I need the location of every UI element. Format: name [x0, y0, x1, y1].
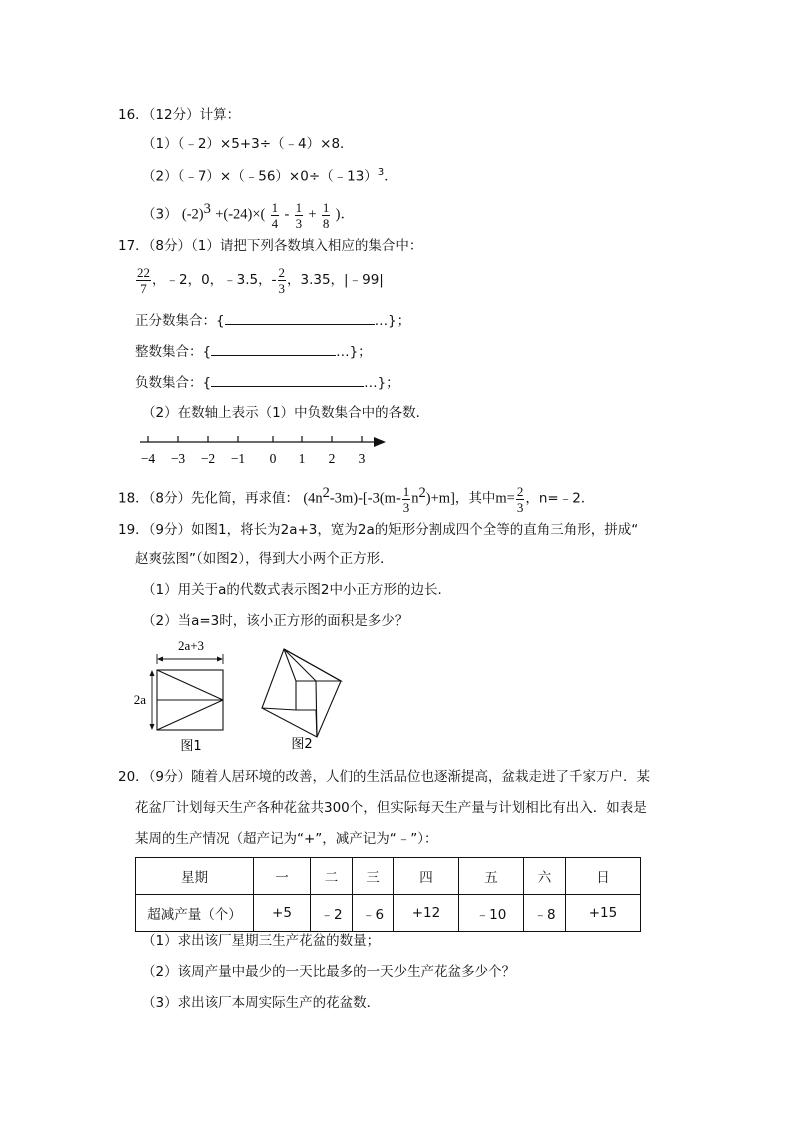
q18-exp-2: 2: [418, 485, 426, 501]
figure-2-caption: 图2: [291, 737, 313, 752]
q18-title: 18．（8分）先化简，再求值：: [118, 490, 300, 507]
fraction-denominator: 3: [278, 281, 285, 296]
answer-blank[interactable]: [211, 372, 364, 387]
number-line-ticks: [148, 436, 362, 442]
q18-line: [118, 476, 594, 516]
number-line-label: −3: [170, 451, 186, 466]
fraction-denominator: 3: [295, 215, 303, 231]
q19-line-1: 19．（9分）如图1，将长为2a+3，宽为2a的矩形分割成四个全等的直角三角形，拼成“: [118, 522, 639, 538]
table-header-cell: 二: [311, 858, 353, 895]
fraction-denominator: 7: [140, 281, 147, 296]
q18-exp-1: 2: [322, 485, 330, 501]
q19-part2: （2）当a=3时，该小正方形的面积是多少？: [142, 613, 409, 629]
q17-negative-sign: -: [271, 272, 277, 288]
number-line-labels: [141, 451, 366, 466]
table-cell: ﹣2: [311, 895, 353, 932]
q16-title: 16．（12分）计算：: [118, 107, 241, 123]
table-header-cell: 星期: [136, 858, 254, 895]
number-line-label: −4: [140, 451, 156, 466]
fraction-denominator: 8: [322, 215, 330, 231]
set-label: 整数集合：{: [135, 344, 212, 360]
fraction-numerator: 1: [295, 199, 303, 215]
set-label: 负数集合：{: [135, 375, 212, 391]
fraction-denominator: 4: [271, 215, 279, 231]
fraction-numerator: 1: [322, 199, 330, 215]
number-line: [130, 430, 400, 470]
q16-part3-minus: -: [284, 206, 290, 223]
q17-fraction-2-3: [278, 265, 287, 296]
fraction-numerator: 2: [516, 483, 524, 499]
table-header-cell: 一: [254, 858, 311, 895]
table-cell: +15: [566, 895, 641, 932]
q16-part3-end: )．: [335, 206, 356, 223]
q17-set-positive-fractions: [135, 310, 410, 331]
q16-part1: （1）（﹣2）×5+3÷（﹣4）×8．: [142, 136, 354, 152]
q17-number-list: [135, 262, 384, 298]
q20-line-3: 某周的生产情况（超产记为“+”，减产记为“﹣”）：: [135, 831, 438, 847]
q16-fraction-1: [271, 200, 280, 231]
q20-part1: （1）求出该厂星期三生产花盆的数量；: [142, 933, 381, 949]
figure-1-left-label: 2a: [133, 692, 146, 707]
q18-fraction-1-3: [402, 484, 411, 515]
q20-line-2: 花盆厂计划每天生产各种花盆共300个，但实际每天生产量与计划相比有出入．如表是: [135, 800, 647, 816]
table-header-cell: 四: [394, 858, 459, 895]
q16-part3-plus: +: [308, 206, 317, 223]
answer-blank[interactable]: [211, 341, 336, 356]
q16-part2-expr: （2）（﹣7）×（﹣56）×0÷（﹣13）: [142, 168, 378, 185]
q18-m-equals: m=: [495, 490, 515, 507]
fraction-numerator: 1: [402, 483, 410, 499]
q18-fraction-2-3: [516, 484, 525, 515]
q18-expr-4: )+m]: [425, 490, 455, 507]
q20-part2: （2）该周产量中最少的一天比最多的一天少生产花盆多少个？: [142, 964, 516, 980]
q20-line-1: 20．（9分）随着人居环境的改善，人们的生活品位也逐渐提高，盆栽走进了千家万户．某: [118, 769, 651, 785]
q16-part3-mul: +(-24)×(: [215, 206, 266, 223]
table-row: [136, 895, 641, 932]
set-end: …}；: [374, 313, 411, 329]
q16-part3-label: （3）: [142, 206, 178, 223]
q16-part2-exponent: 3: [377, 167, 385, 178]
table-cell: +5: [254, 895, 311, 932]
number-line-label: 2: [328, 451, 336, 466]
q18-expr-2: -3m)-[-3(m-: [329, 490, 401, 507]
table-header-cell: 五: [459, 858, 524, 895]
number-line-label: 3: [358, 451, 366, 466]
q19-part1: （1）用关于a的代数式表示图2中小正方形的边长．: [142, 582, 451, 598]
q18-n-equals: ，n=﹣2．: [525, 490, 595, 507]
table-cell: +12: [394, 895, 459, 932]
fraction-numerator: 2: [278, 265, 285, 280]
table-cell: ﹣10: [459, 895, 524, 932]
q17-part2: （2）在数轴上表示（1）中负数集合中的各数．: [142, 405, 430, 421]
set-end: …}；: [336, 344, 372, 360]
q17-set-negatives: [135, 372, 400, 393]
figure-1-top-label: 2a+3: [177, 638, 205, 653]
q19-line-2: 赵爽弦图”（如图2），得到大小两个正方形．: [135, 551, 394, 567]
q16-fraction-2: [295, 200, 304, 231]
number-line-label: 0: [269, 451, 277, 466]
number-line-label: −2: [200, 451, 216, 466]
q16-fraction-3: [322, 200, 331, 231]
fraction-numerator: 22: [137, 265, 150, 280]
table-row-label: 超减产量（个）: [136, 895, 254, 932]
q16-part2-end: ．: [384, 168, 398, 185]
q19-figures: [130, 638, 375, 760]
q18-expr-1: (4n: [303, 490, 323, 507]
fraction-denominator: 3: [516, 499, 524, 515]
number-line-arrow-icon: [374, 437, 386, 447]
q17-set-integers: [135, 341, 372, 362]
answer-blank[interactable]: [225, 310, 375, 325]
q16-part3-base: (-2): [181, 206, 204, 223]
fraction-denominator: 3: [402, 499, 410, 515]
q16-part2: [142, 163, 398, 187]
table-header-row: [136, 858, 641, 895]
q18-where: ，其中: [454, 490, 496, 507]
figure-1-caption: 图1: [180, 739, 202, 754]
number-line-label: −1: [230, 451, 246, 466]
q16-part3-exponent: 3: [203, 201, 211, 217]
set-label: 正分数集合：{: [135, 313, 225, 329]
q17-title: 17．（8分）（1）请把下列各数填入相应的集合中：: [118, 238, 423, 254]
table-header-cell: 六: [524, 858, 566, 895]
set-end: …}；: [364, 375, 400, 391]
fraction-numerator: 1: [271, 199, 279, 215]
q17-fraction-22-7: [136, 265, 151, 296]
q17-numbers-mid: ，﹣2，0，﹣3.5，: [152, 272, 272, 288]
q16-part3: [142, 192, 355, 232]
table-cell: ﹣6: [353, 895, 394, 932]
table-header-cell: 三: [353, 858, 394, 895]
q20-part3: （3）求出该厂本周实际生产的花盆数．: [142, 995, 381, 1011]
figure-1-rectangle: [150, 654, 224, 730]
q17-numbers-end: ，3.35，|﹣99|: [287, 272, 384, 288]
table-cell: ﹣8: [524, 895, 566, 932]
figure-2-zhao-shuang-square: [262, 649, 341, 737]
production-table: [135, 857, 641, 932]
q18-expr-3: n: [411, 490, 419, 507]
table-header-cell: 日: [566, 858, 641, 895]
number-line-label: 1: [298, 451, 306, 466]
